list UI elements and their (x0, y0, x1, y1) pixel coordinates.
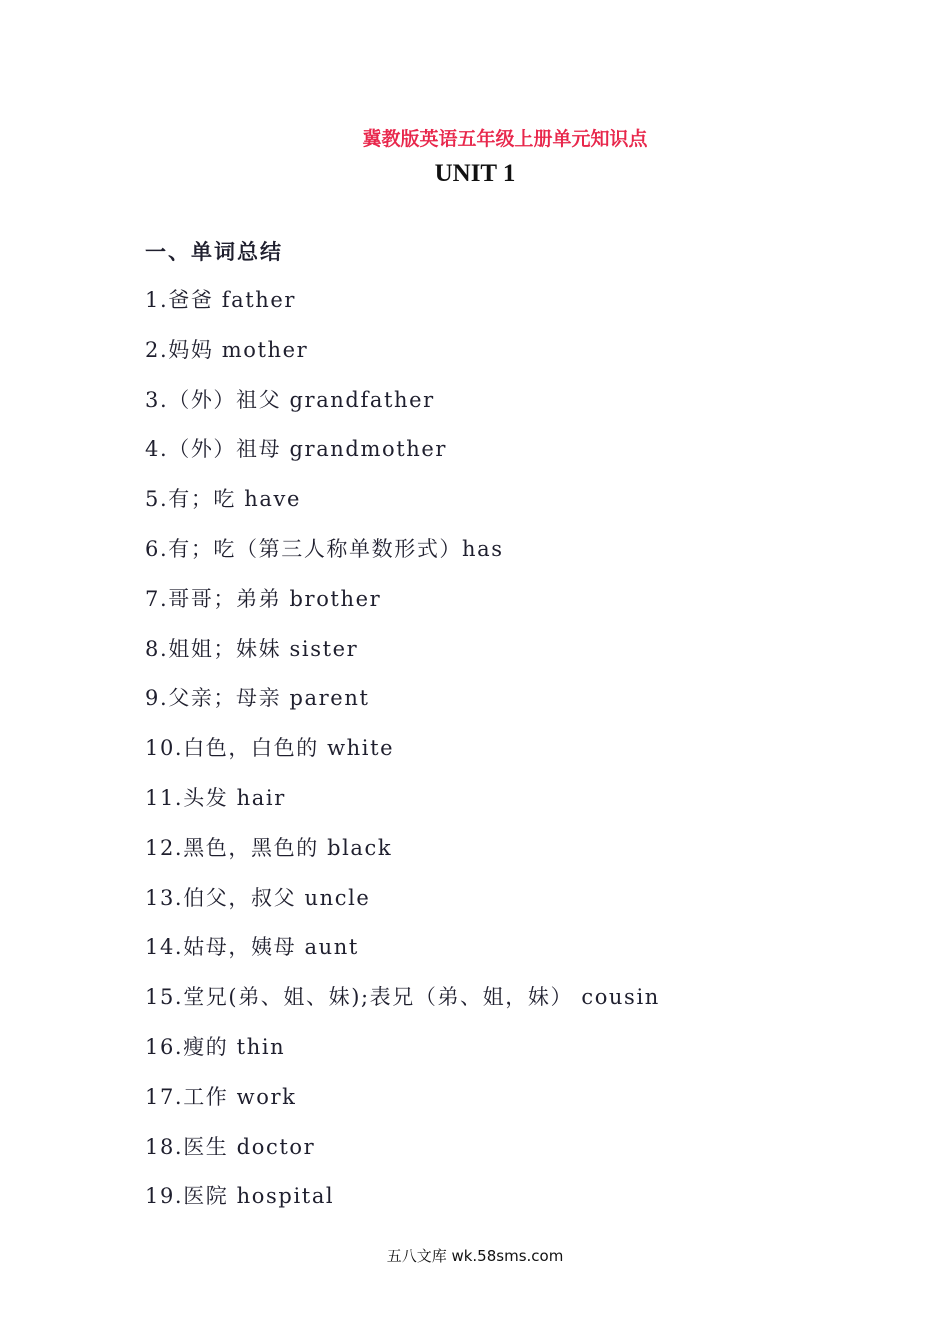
vocab-item: 5.有；吃 have (145, 487, 302, 512)
vocab-item: 15.堂兄(弟、姐、妹);表兄（弟、姐，妹） cousin (145, 985, 660, 1010)
document-title: 冀教版英语五年级上册单元知识点 (362, 128, 648, 150)
vocab-item: 14.姑母，姨母 aunt (145, 935, 359, 960)
vocab-item: 1.爸爸 father (145, 288, 297, 312)
vocab-item: 18.医生 doctor (145, 1134, 316, 1159)
section-heading: 一、单词总结 (145, 240, 283, 264)
vocab-item: 19.医院 hospital (145, 1184, 335, 1209)
vocab-item: 17.工作 work (145, 1084, 297, 1109)
vocab-item: 3.（外）祖父 grandfather (145, 387, 435, 412)
vocab-item: 7.哥哥；弟弟 brother (145, 586, 382, 611)
vocab-item: 9.父亲；母亲 parent (145, 686, 370, 711)
vocab-item: 6.有；吃（第三人称单数形式）has (145, 536, 504, 561)
vocab-item: 2.妈妈 mother (145, 337, 309, 362)
vocab-item: 13.伯父，叔父 uncle (145, 885, 371, 910)
vocab-item: 10.白色，白色的 white (145, 736, 395, 761)
vocab-item: 4.（外）祖母 grandmother (145, 437, 448, 462)
vocab-item: 12.黑色，黑色的 black (145, 835, 393, 860)
vocab-list (145, 284, 660, 1230)
unit-title: UNIT 1 (434, 160, 516, 187)
footer-watermark: 五八文库 wk.58sms.com (386, 1247, 564, 1265)
vocab-item: 8.姐姐；妹妹 sister (145, 636, 359, 661)
vocab-item: 16.瘦的 thin (145, 1034, 286, 1059)
vocab-item: 11.头发 hair (145, 785, 286, 810)
